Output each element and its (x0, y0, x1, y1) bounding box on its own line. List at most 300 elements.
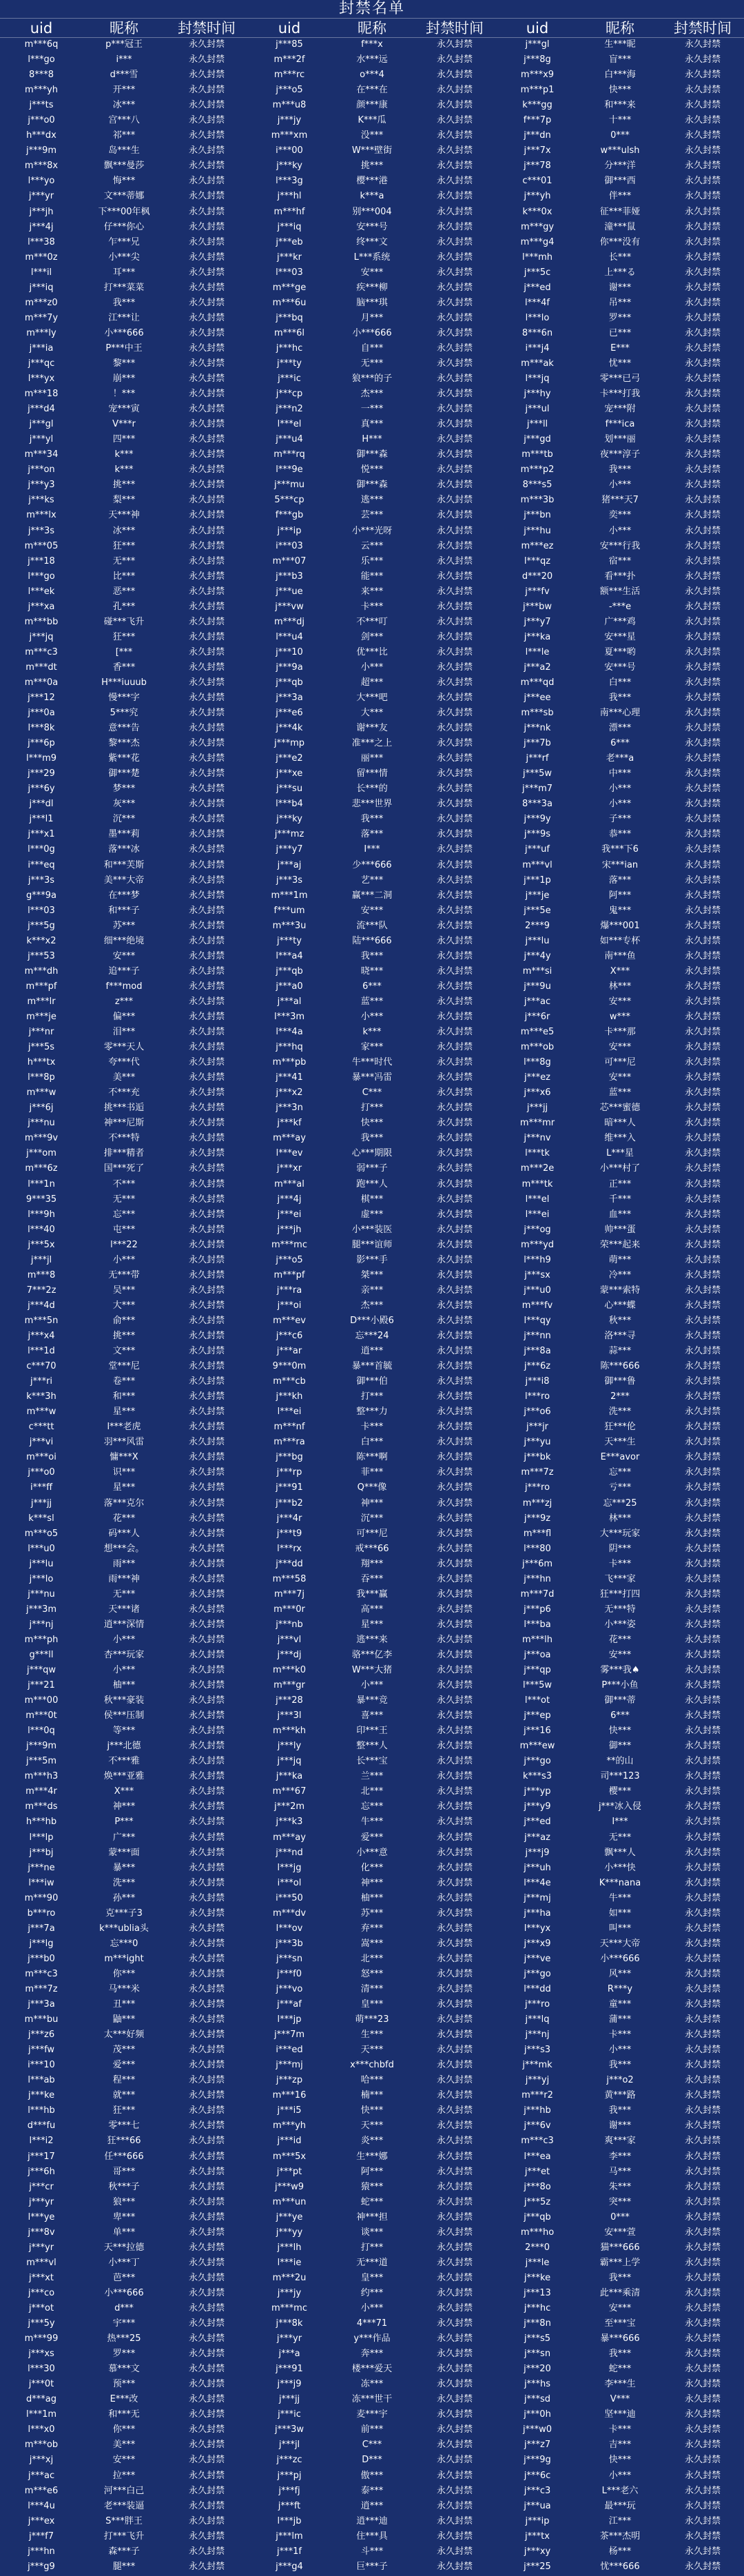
cell-nickname: 黎*** (112, 358, 136, 369)
cell-uid: 2***9 (524, 920, 550, 931)
cell-uid: j***fj (278, 2485, 300, 2496)
cell-ban-time: 永久封禁 (188, 1832, 225, 1843)
cell-uid: j***ka (276, 1771, 303, 1782)
table-row (0, 267, 744, 282)
cell-ban-time: 永久封禁 (436, 2318, 473, 2329)
cell-nickname: 暴***冯雷 (351, 1072, 393, 1083)
cell-ban-time: 永久封禁 (684, 236, 721, 247)
table-row (0, 297, 744, 312)
table-row (0, 1923, 744, 1938)
cell-nickname: 和***来 (604, 100, 636, 111)
cell-ban-time: 永久封禁 (684, 2151, 721, 2162)
cell-uid: j***tx (525, 2531, 550, 2542)
cell-ban-time: 永久封禁 (684, 1163, 721, 1174)
cell-ban-time: 永久封禁 (436, 267, 473, 278)
cell-nickname: 白*** (360, 1437, 384, 1448)
table-row (0, 1178, 744, 1194)
cell-nickname: 整***力 (356, 1407, 388, 1418)
cell-uid: j***s3 (524, 2045, 551, 2056)
cell-nickname: 恭*** (608, 829, 632, 840)
cell-nickname: 乍***兄 (108, 236, 140, 247)
cell-nickname: 萌*** (608, 1254, 632, 1265)
table-row (0, 2531, 744, 2546)
cell-ban-time: 永久封禁 (436, 829, 473, 840)
cell-nickname: 卡*** (608, 2424, 632, 2435)
table-row (0, 509, 744, 524)
cell-nickname: 小***666 (104, 2287, 144, 2298)
cell-ban-time: 永久封禁 (436, 1330, 473, 1341)
cell-uid: m***0t (25, 1710, 57, 1721)
cell-nickname: 卡*** (608, 2030, 632, 2041)
cell-nickname: 国***死了 (103, 1163, 145, 1174)
cell-ban-time: 永久封禁 (436, 555, 473, 566)
cell-nickname: 逃***来 (356, 1634, 388, 1645)
cell-nickname: 小*** (360, 1680, 384, 1691)
cell-nickname: 卷*** (112, 1376, 136, 1387)
cell-nickname: 嵩*** (360, 1938, 384, 1949)
cell-uid: m***g4 (520, 236, 555, 247)
cell-nickname: 太***好频 (103, 2030, 145, 2041)
cell-nickname: 谢***友 (356, 723, 388, 734)
cell-uid: j***ed (524, 1817, 551, 1828)
cell-nickname: 安*** (608, 1072, 632, 1083)
cell-nickname: 御*** (608, 1741, 632, 1752)
cell-ban-time: 永久封禁 (436, 890, 473, 901)
cell-ban-time: 永久封禁 (188, 1087, 225, 1098)
cell-uid: j***1f (277, 2546, 302, 2557)
cell-uid: m***z0 (25, 297, 58, 308)
cell-uid: j***8a (524, 1346, 551, 1357)
cell-uid: j***nd (276, 1847, 303, 1858)
cell-uid: j***o5 (276, 85, 303, 96)
cell-uid: 5***cp (274, 495, 304, 506)
cell-uid: j***sn (524, 2349, 551, 2360)
cell-ban-time: 永久封禁 (684, 2120, 721, 2132)
cell-nickname: 小***装医 (351, 1224, 393, 1235)
cell-ban-time: 永久封禁 (188, 327, 225, 338)
cell-ban-time: 永久封禁 (188, 1194, 225, 1205)
cell-uid: j***p6 (524, 1604, 551, 1615)
cell-ban-time: 永久封禁 (188, 1482, 225, 1493)
cell-uid: j***7m (273, 2030, 305, 2041)
cell-ban-time: 永久封禁 (188, 2014, 225, 2025)
cell-nickname: 屯*** (112, 1224, 136, 1235)
cell-nickname: k***a (360, 191, 384, 202)
cell-uid: j***a (278, 2349, 300, 2360)
cell-uid: i***00 (276, 145, 303, 156)
cell-nickname: 御***伯 (356, 1376, 388, 1387)
cell-ban-time: 永久封禁 (684, 1072, 721, 1083)
cell-uid: j***bw (523, 601, 552, 612)
cell-ban-time: 永久封禁 (684, 814, 721, 825)
cell-nickname: 四*** (112, 434, 136, 445)
table-row (0, 1300, 744, 1315)
cell-nickname: 罗*** (608, 312, 632, 323)
cell-nickname: K***nana (599, 1877, 641, 1888)
cell-ban-time: 永久封禁 (436, 844, 473, 855)
cell-nickname: x***chbfd (350, 2060, 394, 2071)
cell-uid: j***6c (524, 2470, 551, 2481)
cell-uid: m***8 (27, 1269, 56, 1280)
cell-ban-time: 永久封禁 (188, 2196, 225, 2207)
cell-uid: j***ft (278, 2500, 301, 2511)
cell-nickname: L***星 (606, 1148, 634, 1159)
table-row (0, 2318, 744, 2333)
cell-nickname: 美*** (112, 1072, 136, 1083)
cell-nickname: 宠***寅 (108, 404, 140, 415)
cell-nickname: 不***叮 (356, 616, 388, 627)
cell-uid: j***ue (276, 586, 303, 597)
cell-ban-time: 永久封禁 (684, 1847, 721, 1858)
cell-nickname: 我*** (608, 2349, 632, 2360)
table-row (0, 130, 744, 145)
cell-nickname: 牛*** (608, 1892, 632, 1903)
cell-ban-time: 永久封禁 (188, 1285, 225, 1296)
cell-ban-time: 永久封禁 (684, 2515, 721, 2526)
cell-ban-time: 永久封禁 (684, 434, 721, 445)
cell-ban-time: 永久封禁 (684, 1634, 721, 1645)
cell-ban-time: 永久封禁 (436, 1892, 473, 1903)
cell-ban-time: 永久封禁 (188, 404, 225, 415)
cell-nickname: 白***海 (604, 70, 636, 81)
cell-uid: j***fv (525, 586, 550, 597)
cell-uid: j***20 (524, 2364, 551, 2375)
cell-uid: j***9u (524, 981, 551, 992)
cell-ban-time: 永久封禁 (188, 768, 225, 779)
cell-ban-time: 永久封禁 (436, 935, 473, 946)
cell-nickname: 天***拉德 (103, 2242, 145, 2253)
cell-nickname: 不***雅 (108, 1756, 140, 1767)
cell-ban-time: 永久封禁 (684, 1254, 721, 1265)
cell-nickname: 最***玩 (604, 2500, 636, 2511)
cell-ban-time: 永久封禁 (436, 1315, 473, 1326)
table-row (0, 1376, 744, 1391)
cell-ban-time: 永久封禁 (188, 2136, 225, 2147)
cell-uid: j***vl (277, 1634, 302, 1645)
cell-ban-time: 永久封禁 (436, 1877, 473, 1888)
cell-uid: j***hc (524, 2302, 551, 2313)
cell-uid: j***mk (522, 2060, 552, 2071)
cell-nickname: 耳*** (112, 267, 136, 278)
cell-nickname: 小*** (608, 525, 632, 536)
table-row (0, 252, 744, 267)
table-row (0, 1770, 744, 1786)
cell-ban-time: 永久封禁 (188, 1361, 225, 1372)
cell-uid: m***je (26, 1012, 56, 1022)
cell-nickname: 猫***666 (600, 2242, 640, 2253)
cell-nickname: 花*** (608, 1634, 632, 1645)
table-row (0, 327, 744, 343)
cell-uid: j***pt (276, 2166, 302, 2177)
cell-nickname: 无*** (112, 1588, 136, 1599)
cell-ban-time: 永久封禁 (684, 571, 721, 582)
cell-nickname: 如*** (608, 1908, 632, 1919)
cell-uid: j***ee (524, 693, 551, 704)
cell-ban-time: 永久封禁 (436, 70, 473, 81)
cell-ban-time: 永久封禁 (188, 2318, 225, 2329)
cell-nickname: 住***具 (356, 2531, 388, 2542)
cell-nickname: 小***丁 (108, 2257, 140, 2268)
cell-uid: j***5s (28, 1042, 55, 1053)
cell-uid: m***ho (520, 2227, 555, 2238)
cell-uid: m***dv (272, 1908, 307, 1919)
cell-ban-time: 永久封禁 (684, 327, 721, 338)
cell-nickname: 陈***啊 (356, 1452, 388, 1463)
cell-ban-time: 永久封禁 (188, 1695, 225, 1706)
cell-ban-time: 永久封禁 (684, 708, 721, 719)
cell-ban-time: 永久封禁 (436, 327, 473, 338)
cell-ban-time: 永久封禁 (436, 145, 473, 156)
cell-nickname: 流***队 (356, 920, 388, 931)
table-row (0, 2424, 744, 2439)
table-row (0, 586, 744, 601)
cell-ban-time: 永久封禁 (684, 2364, 721, 2375)
cell-uid: j***ul (525, 404, 550, 415)
cell-ban-time: 永久封禁 (188, 2211, 225, 2222)
cell-ban-time: 永久封禁 (436, 905, 473, 916)
cell-nickname: 谈*** (360, 2227, 384, 2238)
cell-nickname: 芯***蜜德 (599, 1103, 641, 1114)
cell-uid: m***ew (519, 1741, 555, 1752)
cell-nickname: 至***宝 (604, 2318, 636, 2329)
cell-uid: f***um (273, 905, 305, 916)
cell-ban-time: 永久封禁 (436, 510, 473, 521)
cell-ban-time: 永久封禁 (188, 1467, 225, 1478)
cell-uid: m***xm (271, 130, 308, 141)
cell-ban-time: 永久封禁 (684, 389, 721, 400)
cell-nickname: 就*** (112, 2090, 136, 2101)
cell-nickname: 忘***24 (355, 1330, 389, 1341)
cell-uid: j***x9 (524, 1938, 551, 1949)
cell-ban-time: 永久封禁 (188, 221, 225, 232)
cell-ban-time: 永久封禁 (188, 2075, 225, 2086)
table-row (0, 221, 744, 236)
cell-ban-time: 永久封禁 (436, 1452, 473, 1463)
cell-uid: j***ty (277, 358, 302, 369)
cell-ban-time: 永久封禁 (188, 2272, 225, 2283)
table-row (0, 2044, 744, 2059)
cell-nickname: 落*** (608, 875, 632, 886)
cell-uid: m***w (26, 1087, 56, 1098)
cell-ban-time: 永久封禁 (436, 1528, 473, 1539)
cell-nickname: 追***子 (108, 965, 140, 977)
cell-nickname: 飞***家 (604, 1573, 636, 1584)
cell-nickname: f***ica (605, 419, 635, 430)
cell-ban-time: 永久封禁 (188, 540, 225, 551)
table-row (0, 2151, 744, 2166)
cell-ban-time: 永久封禁 (684, 1938, 721, 1949)
cell-nickname: 弃*** (360, 1923, 384, 1934)
cell-uid: m***gr (273, 1680, 305, 1691)
cell-nickname: 李*** (608, 2151, 632, 2162)
cell-uid: j***on (28, 464, 55, 476)
cell-uid: m***dt (25, 662, 57, 673)
cell-ban-time: 永久封禁 (188, 2440, 225, 2451)
cell-ban-time: 永久封禁 (188, 2030, 225, 2041)
cell-nickname: 冷*** (608, 1269, 632, 1280)
cell-uid: j***zp (276, 2075, 303, 2086)
cell-nickname: 虚*** (360, 1209, 384, 1220)
cell-nickname: 安*** (608, 996, 632, 1007)
table-row (0, 449, 744, 464)
cell-nickname: 我*** (608, 464, 632, 476)
cell-ban-time: 永久封禁 (684, 2227, 721, 2238)
cell-uid: j***id (277, 2136, 302, 2147)
cell-uid: m***nf (273, 1422, 305, 1433)
table-row (0, 1832, 744, 1847)
table-row (0, 1497, 744, 1513)
table-row (0, 1087, 744, 1102)
cell-ban-time: 永久封禁 (684, 1118, 721, 1129)
cell-nickname: 朱*** (608, 2181, 632, 2192)
cell-uid: m***7y (24, 312, 59, 323)
cell-ban-time: 永久封禁 (188, 39, 225, 50)
cell-ban-time: 永久封禁 (188, 1801, 225, 1812)
table-row (0, 1968, 744, 1983)
cell-ban-time: 永久封禁 (436, 1573, 473, 1584)
cell-uid: j***i5 (277, 2105, 302, 2116)
cell-uid: j***f7 (29, 2531, 54, 2542)
cell-ban-time: 永久封禁 (436, 2136, 473, 2147)
cell-uid: j***iq (277, 221, 302, 232)
cell-ban-time: 永久封禁 (684, 631, 721, 642)
cell-uid: j***je (525, 890, 550, 901)
cell-ban-time: 永久封禁 (188, 236, 225, 247)
cell-nickname: 棋*** (360, 1194, 384, 1205)
cell-uid: j***6m (521, 1558, 553, 1569)
cell-nickname: V***r (112, 419, 136, 430)
cell-uid: m***7z (25, 1984, 58, 1994)
cell-uid: l***h9 (524, 1254, 551, 1265)
cell-nickname: 吉*** (608, 2440, 632, 2451)
cell-nickname: 卡***那 (604, 1027, 636, 1038)
cell-nickname: 家*** (360, 1042, 384, 1053)
cell-nickname: 司***123 (600, 1771, 640, 1782)
cell-nickname: p***冠王 (105, 39, 143, 50)
table-header-row (0, 19, 744, 38)
cell-nickname: 卡*** (608, 1558, 632, 1569)
cell-uid: j***mj (524, 1892, 551, 1903)
table-row (0, 2135, 744, 2150)
cell-nickname: 美***大帝 (103, 875, 145, 886)
header-uid: uid (526, 20, 549, 37)
cell-ban-time: 永久封禁 (188, 495, 225, 506)
cell-uid: l***jp (277, 2014, 302, 2025)
cell-ban-time: 永久封禁 (684, 2440, 721, 2451)
cell-uid: j***uf (525, 844, 550, 855)
cell-uid: j***y7 (276, 844, 303, 855)
cell-uid: l***lo (525, 312, 550, 323)
cell-uid: m***x9 (520, 70, 555, 81)
cell-ban-time: 永久封禁 (436, 2196, 473, 2207)
cell-nickname: 小***快 (604, 1862, 636, 1873)
cell-nickname: 已*** (608, 327, 632, 338)
cell-ban-time: 永久封禁 (188, 2227, 225, 2238)
cell-ban-time: 永久封禁 (684, 1801, 721, 1812)
cell-nickname: 喜*** (360, 1710, 384, 1721)
cell-uid: j***17 (28, 2151, 55, 2162)
cell-ban-time: 永久封禁 (684, 1012, 721, 1022)
cell-ban-time: 永久封禁 (436, 115, 473, 126)
cell-nickname: 正*** (608, 1178, 632, 1189)
cell-uid: j***8o (524, 2181, 551, 2192)
cell-nickname: 单*** (112, 2227, 136, 2238)
cell-uid: j***nk (524, 723, 551, 734)
cell-uid: j***jh (277, 1224, 302, 1235)
cell-ban-time: 永久封禁 (684, 54, 721, 65)
table-row (0, 494, 744, 509)
cell-uid: j***3s (276, 875, 303, 886)
cell-uid: m***58 (272, 1573, 307, 1584)
cell-nickname: 墨***莉 (108, 829, 140, 840)
cell-ban-time: 永久封禁 (188, 1588, 225, 1599)
cell-ban-time: 永久封禁 (188, 677, 225, 688)
cell-uid: j***w9 (274, 2181, 304, 2192)
cell-nickname: 丽*** (360, 753, 384, 764)
cell-uid: m***99 (24, 2333, 59, 2344)
cell-uid: m***dh (24, 965, 59, 977)
cell-uid: j***91 (276, 2364, 303, 2375)
cell-uid: j***yj (525, 2075, 550, 2086)
cell-uid: l***40 (28, 1224, 55, 1235)
cell-ban-time: 永久封禁 (684, 2014, 721, 2025)
cell-ban-time: 永久封禁 (188, 145, 225, 156)
cell-ban-time: 永久封禁 (436, 2181, 473, 2192)
cell-uid: j***jl (278, 2440, 300, 2451)
cell-ban-time: 永久封禁 (684, 1239, 721, 1250)
cell-nickname: 来*** (360, 586, 384, 597)
cell-ban-time: 永久封禁 (436, 1862, 473, 1873)
cell-nickname: l***22 (110, 1239, 138, 1250)
cell-ban-time: 永久封禁 (684, 2090, 721, 2101)
cell-uid: j***f0 (277, 1968, 302, 1979)
cell-nickname: 生***娜 (356, 2151, 388, 2162)
cell-nickname: 奔*** (360, 2349, 384, 2360)
cell-nickname: 宫***八 (108, 115, 140, 126)
table-row (0, 1041, 744, 1056)
cell-nickname: 我***下6 (601, 844, 639, 855)
cell-nickname: 留***情 (356, 768, 388, 779)
cell-ban-time: 永久封禁 (684, 1452, 721, 1463)
cell-nickname: 0*** (610, 130, 630, 141)
cell-uid: m***5x (272, 2151, 307, 2162)
cell-nickname: 4***71 (356, 2318, 388, 2329)
cell-nickname: 自*** (360, 343, 384, 354)
table-row (0, 1528, 744, 1543)
cell-ban-time: 永久封禁 (684, 252, 721, 263)
cell-uid: j***qb (524, 2211, 551, 2222)
cell-uid: m***3b (520, 495, 555, 506)
cell-ban-time: 永久封禁 (684, 2318, 721, 2329)
cell-ban-time: 永久封禁 (188, 85, 225, 96)
cell-ban-time: 永久封禁 (436, 1984, 473, 1994)
cell-uid: m***ez (521, 540, 554, 551)
cell-ban-time: 永久封禁 (436, 312, 473, 323)
cell-nickname: 落***冰 (108, 844, 140, 855)
cell-uid: j***b3 (276, 571, 303, 582)
cell-ban-time: 永久封禁 (188, 601, 225, 612)
cell-nickname: 牛*** (360, 1817, 384, 1828)
cell-nickname: 卡*** (360, 601, 384, 612)
cell-ban-time: 永久封禁 (188, 2105, 225, 2116)
cell-uid: j***lu (525, 935, 550, 946)
cell-nickname: 小***姿 (604, 1619, 636, 1630)
cell-uid: l***8p (28, 1072, 55, 1083)
cell-nickname: H*** (362, 434, 382, 445)
cell-uid: l***8k (28, 723, 55, 734)
cell-uid: j***ot (28, 2302, 54, 2313)
cell-ban-time: 永久封禁 (436, 1118, 473, 1129)
